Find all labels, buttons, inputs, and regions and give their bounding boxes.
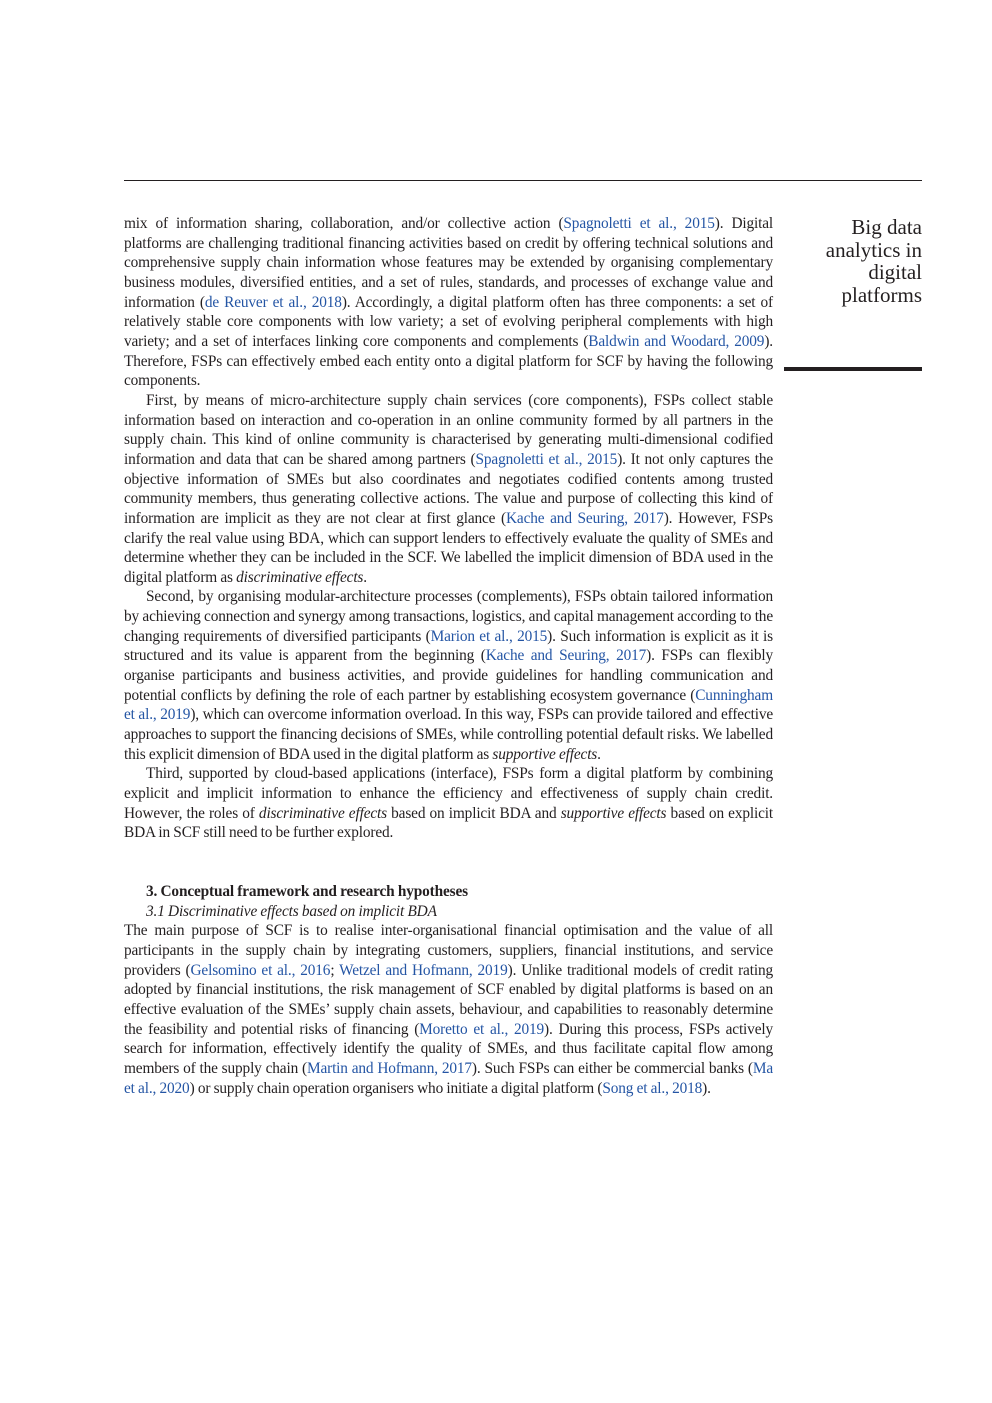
citation-link[interactable]: Kache and Seuring, 2017 [506, 509, 664, 527]
top-rule [124, 180, 922, 181]
subsection-heading: 3.1 Discriminative effects based on implicit BDA [146, 902, 437, 920]
emphasis: supportive effects [560, 804, 667, 822]
text: ). During this process, FSPs actively search for information, effectively identify the quality of SMEs, and thus facilitate capital flow among members of the supply chain ( [124, 1020, 773, 1077]
text: . [597, 745, 601, 763]
text: based on implicit BDA and [386, 804, 561, 822]
citation-link[interactable]: Moretto et al., 2019 [419, 1020, 545, 1038]
text: mix of information sharing, collaboration, and/or collective action ( [124, 215, 564, 232]
text: ). Unlike traditional models of credit rating adopted by financial institutions, the risk management of SCF enabled by digital platforms is based on an effective evaluation of the SMEs’ supply chain assets, behaviour, and capabilities to reasonably determine the feasibility and potential risks of financing ( [124, 961, 773, 1038]
paragraph-second-complements [124, 587, 773, 764]
citation-link[interactable]: Kache and Seuring, 2017 [485, 647, 647, 665]
paragraph-scf-purpose [124, 921, 773, 1098]
text: ). However, FSPs clarify the real value using BDA, which can support lenders to effectively evaluate the quality of SMEs and determine whether they can be included in the SCF. We labelled the implicit dimension of BDA used in the digital platform as [124, 509, 774, 586]
text: ). Therefore, FSPs can effectively embed each entity onto a digital platform for SCF by having the following components. [124, 332, 773, 390]
text: ). FSPs can flexibly organise participants and business activities, and provide guidelines for handling communication and potential conflicts by defining the role of each partner by establishing ecosystem governance ( [124, 647, 773, 704]
text: ). It not only captures the objective information of SMEs but also coordinates and negotiates codified contents among trusted community members, thus generating collective actions. The value and purpose of collecting this kind of information are implicit as they are not clear at first glance ( [124, 450, 773, 527]
emphasis: discriminative effects [236, 568, 364, 586]
citation-link[interactable]: Song et al., 2018 [602, 1079, 703, 1097]
text: First, by means of micro-architecture supply chain services (core components), FSPs collect stable information based on interaction and co-operation in an online community formed by all partners in the supply chain. This kind of online community is characterised by generating multi-dimensional codified information and data that can be shared among partners ( [124, 391, 773, 468]
main-column [124, 214, 773, 1098]
citation-link[interactable]: Baldwin and Woodard, 2009 [588, 332, 765, 350]
citation-link[interactable]: Marion et al., 2015 [430, 627, 548, 645]
text: Second, by organising modular-architecture processes (complements), FSPs obtain tailored information by achieving connection and synergy among transactions, logistics, and capital management according to the changing requirements of diversified participants ( [124, 588, 773, 645]
text: ). Such FSPs can either be commercial banks ( [471, 1059, 753, 1077]
text: ). Digital platforms are challenging traditional financing activities based on credit by offering technical solutions and comprehensive supply chain information whose features may be extended by organising complementary business modules, diversified entities, and a set of rules, standards, and processes of exchange value and information ( [124, 215, 774, 311]
text: ). Accordingly, a digital platform often has three components: a set of relatively stable core components with low variety; a set of evolving peripheral complements with high variety; and a set of interfaces linking core components and complements ( [124, 293, 773, 350]
text: ) or supply chain operation organisers who initiate a digital platform ( [189, 1079, 603, 1097]
citation-link[interactable]: Spagnoletti et al., 2015 [563, 215, 715, 232]
running-title-line: Big data [851, 215, 922, 239]
paragraph-third-interface [124, 764, 773, 843]
emphasis: discriminative effects [258, 804, 387, 822]
citation-link[interactable]: Cunningham et al., 2019 [124, 686, 773, 724]
running-title [752, 216, 922, 306]
section-heading: 3. Conceptual framework and research hypotheses [146, 883, 468, 900]
citation-link[interactable]: Gelsomino et al., 2016 [190, 961, 331, 979]
text: ). [702, 1079, 711, 1097]
paragraph-platform-components [124, 214, 773, 391]
running-title-line: platforms [841, 282, 922, 307]
side-rule [784, 367, 922, 371]
running-title-line: digital [868, 260, 922, 284]
text: ). Such information is explicit as it is structured and its value is apparent from the beginning ( [124, 627, 773, 665]
citation-link[interactable]: Spagnoletti et al., 2015 [475, 450, 618, 468]
text: The main purpose of SCF is to realise inter-organisational financial optimisation and the value of all participants in the supply chain by integrating customers, suppliers, financial institutions, and service providers ( [124, 922, 773, 979]
text: based on explicit BDA in SCF still need to be further explored. [124, 804, 773, 842]
text: . [363, 568, 367, 586]
running-title-line: analytics in [825, 237, 922, 262]
text: Third, supported by cloud-based applications (interface), FSPs form a digital platform by combining explicit and implicit information to enhance the efficiency and effectiveness of supply chain credit. However, the roles of [124, 765, 773, 822]
section-3 [124, 882, 773, 1098]
citation-link[interactable]: Ma et al., 2020 [124, 1059, 773, 1097]
citation-link[interactable]: de Reuver et al., 2018 [204, 293, 342, 311]
text: ; [330, 961, 340, 979]
citation-link[interactable]: Wetzel and Hofmann, 2019 [339, 961, 508, 979]
text: ), which can overcome information overload. In this way, FSPs can provide tailored and effective approaches to support the financing decisions of SMEs, while controlling potential default risks. We labelled this explicit dimension of BDA used in the digital platform as [124, 706, 774, 763]
citation-link[interactable]: Martin and Hofmann, 2017 [306, 1059, 472, 1077]
emphasis: supportive effects [492, 745, 598, 763]
paragraph-first-core-components [124, 391, 773, 588]
